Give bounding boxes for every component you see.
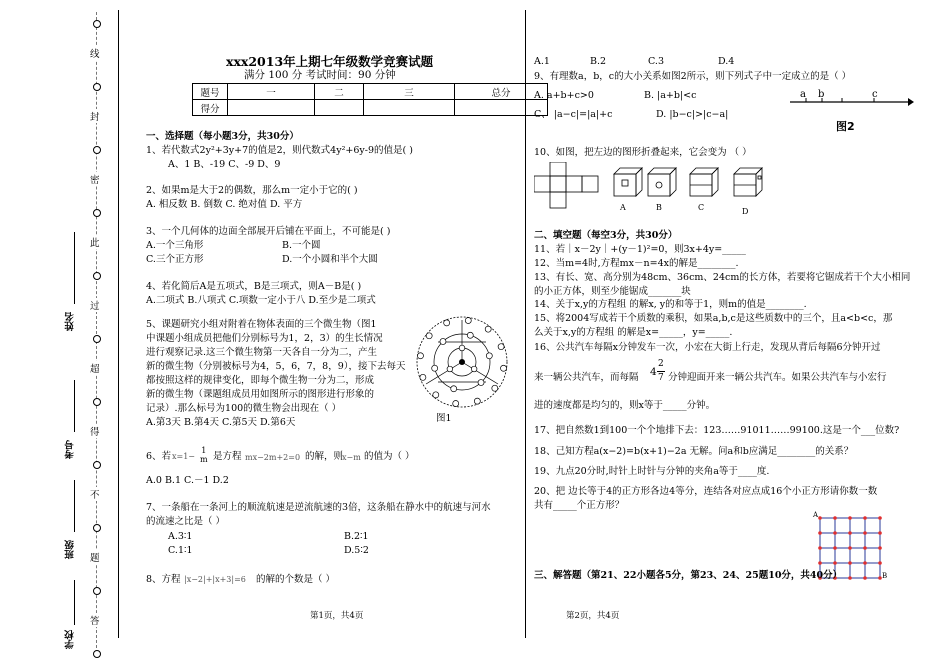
question-4-options: A.二项式 B.八项式 C.项数一定小于八 D.至少是二项式 (146, 295, 376, 306)
grid-point (848, 531, 852, 535)
cube-option-b (648, 168, 676, 196)
binding-circle (93, 20, 101, 28)
binding-char: 题 (90, 550, 100, 564)
question-5-line: 进行观察记录.这三个微生物第一天各自一分为二，产生 (146, 347, 378, 358)
microbe-node (433, 392, 439, 398)
number-line-label: b (818, 89, 825, 100)
question-13-line: 13、有长、宽、高分别为48cm、36cm、24cm的长方体，若要将它锯成若干个大小相同 (534, 272, 911, 283)
question-6-fraction: 1 m (200, 446, 208, 465)
question-4: 4、若化简后A是五项式，B是三项式，则A－B是( ) (146, 281, 362, 292)
question-8-option-d: D.4 (718, 56, 735, 67)
question-19: 19、九点20分时,时针上时针与分钟的夹角a等于____度. (534, 466, 770, 477)
grid-point (848, 516, 852, 520)
question-5-line: 5、课题研究小组对附着在物体表面的三个微生物（图1 (146, 319, 377, 330)
binding-circle (93, 272, 101, 280)
question-3-option-c: C.三个正方形 (146, 254, 204, 265)
question-5-line: 新的微生物（课题组成员用如图所示的图形进行形象的 (146, 389, 375, 400)
microbe-node (432, 365, 438, 371)
exam-no-label: 考号 (65, 440, 76, 459)
question-3-option-b: B.一个圆 (282, 240, 321, 251)
question-5-options: A.第3天 B.第4天 C.第5天 D.第6天 (146, 417, 296, 428)
grid-point (833, 561, 837, 565)
binding-circle (93, 83, 101, 91)
section-2-heading: 二、填空题（每空3分，共30分） (534, 230, 678, 241)
question-15-line: 15、将2004写成若干个质数的乘积，如果a,b,c是这些质数中的三个，且a<b<c，那 (534, 313, 893, 324)
question-3-option-a: A.一个三角形 (146, 240, 204, 251)
table-cell[interactable] (228, 100, 315, 116)
question-8-option-c: C.3 (648, 56, 664, 67)
binding-circle (93, 335, 101, 343)
score-table (192, 83, 548, 116)
question-18: 18、己知方程a(x−2)=b(x+1)−2a 无解。问a和b应满足________的关系？ (534, 446, 854, 457)
question-6-prefix: 6、若 (146, 451, 172, 462)
binding-circle (93, 587, 101, 595)
table-cell: 得分 (193, 100, 228, 116)
question-16-mixed-number: 4 (650, 366, 657, 378)
microbe-node (465, 317, 471, 323)
table-cell[interactable] (364, 100, 455, 116)
microbe-node (417, 353, 423, 359)
question-6-suffix: 的值为（ ） (364, 451, 415, 462)
question-7-line: 7、一条船在一条河上的顺流航速是逆流航速的3倍，这条船在静水中的航速与河水 (146, 502, 491, 513)
question-12: 12、当m=4时,方程mx－n=4x的解是________. (534, 258, 739, 269)
microbe-node (485, 326, 491, 332)
left-page-rule (118, 10, 119, 638)
number-line-label: c (872, 89, 878, 100)
page-footer-right: 第2页，共4页 (566, 611, 620, 621)
question-16-line: 分钟迎面开来一辆公共汽车。如果公共汽车与小宏行 (668, 372, 887, 383)
question-15-line: 么关于x,y的方程组 的解是x=_____，y=_____. (534, 327, 733, 338)
figure-1-caption: 图1 (436, 413, 452, 424)
binding-char: 超 (90, 361, 100, 375)
question-6-expression: x−m (342, 453, 361, 462)
grid-point (833, 546, 837, 550)
binding-char: 封 (90, 109, 100, 123)
microbe-node (478, 380, 484, 386)
figure-2-number-line (786, 88, 914, 138)
question-7-line: 的流速之比是（ ） (146, 516, 226, 527)
question-16-line: 16、公共汽车每隔x分钟发车一次，小宏在大街上行走，发现从背后每隔6分钟开过 (534, 342, 881, 353)
binding-char: 得 (90, 424, 100, 438)
question-10: 10、如图，把左边的图形折叠起来，它会变为 （ ） (534, 147, 752, 158)
question-11: 11、若｜x－2y｜+(y－1)²=0，则3x+4y=_____ (534, 244, 746, 255)
grid-point (848, 561, 852, 565)
question-8-option-b: B.2 (590, 56, 607, 67)
microbe-node (426, 333, 432, 339)
question-8-equation: |x−2|+|x+3|=6 (184, 575, 246, 584)
grid-point (848, 546, 852, 550)
question-14: 14、关于x,y的方程组 的解x, y的和等于1，则m的值是________. (534, 299, 807, 310)
question-13-line: 的小正方体，则至少能锯成_______块 (534, 286, 691, 297)
grid-point (878, 516, 882, 520)
table-cell: 一 (228, 84, 315, 100)
cube-option-d (734, 168, 762, 196)
question-2: 2、如果m是大于2的偶数，那么m一定小于它的( ) (146, 185, 358, 196)
number-line-label: a (800, 89, 806, 100)
grid-point (878, 531, 882, 535)
grid-corner-label: A (813, 511, 819, 519)
microbe-node (471, 366, 477, 372)
question-8-prefix: 8、方程 (146, 574, 181, 585)
question-16-line: 来一辆公共汽车，而每隔 (534, 372, 639, 383)
microbe-node (498, 344, 504, 350)
grid-point (863, 516, 867, 520)
grid-point (818, 546, 822, 550)
binding-circle (93, 209, 101, 217)
exam-title: xxx2013年上期七年级数学竞赛试题 (226, 54, 434, 69)
question-9-option-d: D. |b−c|>|c−a| (656, 109, 729, 120)
binding-char: 密 (90, 172, 100, 186)
binding-circle (93, 146, 101, 154)
microbe-node (467, 332, 473, 338)
microbe-node (451, 386, 457, 392)
score-table-score-row (193, 100, 548, 116)
question-9: 9、有理数a，b，c的大小关系如图2所示，则下列式子中一定成立的是（ ） (534, 71, 852, 82)
question-17: 17、把自然数1到100一个个地排下去：123……91011……99100.这是一个___位数? (534, 425, 900, 436)
question-3-option-d: D.一个小圆和半个大圆 (282, 254, 378, 265)
class-fill-line (74, 480, 75, 532)
cube-label: D (742, 207, 749, 216)
question-16-denominator: 7 (658, 373, 664, 383)
cube-label: C (698, 203, 705, 212)
figure-1-microbe-diagram (408, 310, 520, 408)
name-label: 姓名 (65, 312, 76, 331)
school-label: 学校 (65, 630, 76, 649)
section-3-heading: 三、解答题（第21、22小题各5分，第23、24、25题10分，共40分） (534, 570, 843, 581)
question-5-line: 都按照这样的规律变化，即每个微生物一分为二，形成 (146, 375, 375, 386)
grid-point (863, 576, 867, 580)
question-7-option-b: B.2∶1 (344, 531, 369, 542)
grid-point (863, 561, 867, 565)
question-20-line: 20、把 边长等于4的正方形各边4等分，连结各对应点成16个小正方形请你数一数 (534, 486, 878, 497)
binding-char: 此 (90, 235, 100, 249)
microbe-node (459, 345, 465, 351)
question-6-options: A.0 B.1 C.－1 D.2 (146, 475, 229, 486)
table-cell[interactable] (315, 100, 364, 116)
grid-point (818, 531, 822, 535)
table-cell: 总分 (455, 84, 548, 100)
name-fill-line (74, 232, 75, 304)
cube-label: B (656, 203, 662, 212)
figure-2-caption: 图2 (836, 120, 855, 133)
grid-point (833, 531, 837, 535)
grid-point (848, 576, 852, 580)
table-cell: 二 (315, 84, 364, 100)
microbe-node (501, 365, 507, 371)
grid-point (863, 531, 867, 535)
cube-label: A (620, 203, 626, 212)
table-cell: 三 (364, 84, 455, 100)
grid-point (833, 516, 837, 520)
grid-point (818, 561, 822, 565)
question-7-option-c: C.1∶1 (168, 545, 193, 556)
cube-option-c (690, 168, 718, 196)
question-3: 3、一个几何体的边面全部展开后铺在平面上，不可能是( ) (146, 226, 391, 237)
score-table-header-row (193, 84, 548, 100)
grid-point (878, 561, 882, 565)
question-6-text: 是方程 (213, 451, 242, 462)
binding-circle (93, 398, 101, 406)
question-10-figures (534, 162, 774, 216)
binding-char: 不 (90, 487, 100, 501)
question-20-line: 共有_____个正方形？ (534, 500, 625, 511)
school-fill-line (74, 580, 75, 625)
binding-char: 过 (90, 298, 100, 312)
microbe-node (453, 401, 459, 407)
question-7-option-a: A.3∶1 (168, 531, 193, 542)
page-footer-left: 第1页，共4页 (310, 611, 364, 621)
cube-net (534, 162, 598, 208)
question-1: 1、若代数式2y²+3y+7的值是2，则代数式4y²+6y-9的值是( ) (146, 145, 413, 156)
binding-circle (93, 461, 101, 469)
question-5-line: 记录）.那么标号为100的微生物会出现在（ ） (146, 403, 342, 414)
binding-char: 答 (90, 613, 100, 627)
binding-circle (93, 650, 101, 658)
table-cell: 题号 (193, 84, 228, 100)
microbe-node (444, 320, 450, 326)
microbe-node (486, 353, 492, 359)
question-6-text: 的解，则 (305, 451, 344, 462)
grid-point (878, 546, 882, 550)
question-16-numerator: 2 (658, 359, 664, 369)
binding-char: 线 (90, 46, 100, 60)
microbe-node (447, 366, 453, 372)
question-16-fraction-bar (657, 371, 665, 372)
question-7-option-d: D.5∶2 (344, 545, 369, 556)
question-5-line: 中课题小组成员把他们分别标号为1，2，3）的生长情况 (146, 333, 383, 344)
question-8-option-a: A.1 (534, 56, 550, 67)
grid-corner-label: B (882, 572, 888, 580)
question-8-suffix: 的解的个数是（ ） (256, 574, 336, 585)
microbe-node (474, 398, 480, 404)
class-label: 班级 (65, 540, 76, 559)
question-6-equation: mx−2m+2=0 (245, 453, 301, 462)
exam-no-fill-line (74, 380, 75, 432)
microbe-node (492, 385, 498, 391)
question-6-expression: x=1− (172, 452, 196, 461)
microbe-node (420, 374, 426, 380)
question-9-option-a: A. a+b+c>0 (534, 90, 594, 101)
question-9-option-c: C、 |a−c|=|a|+c (534, 109, 613, 120)
cube-option-a (614, 168, 642, 196)
section-1-heading: 一、选择题（每小题3分，共30分） (146, 131, 299, 142)
exam-subtitle: 满分 100 分 考试时间：90 分钟 (244, 69, 396, 81)
binding-circle (93, 524, 101, 532)
grid-point (863, 546, 867, 550)
question-1-options: A、1 B、-19 C、-9 D、9 (168, 159, 281, 170)
question-2-options: A. 相反数 B. 倒数 C. 绝对值 D. 平方 (146, 199, 303, 210)
question-16-line: 进的速度都是均匀的，则x等于_____分钟。 (534, 400, 716, 411)
question-9-option-b: B. |a+b|<c (644, 90, 697, 101)
microbe-node (440, 338, 446, 344)
grid-point (818, 516, 822, 520)
question-5-line: 新的微生物（分别被标号为4，5，6，7，8，9），接下去每天 (146, 361, 406, 372)
